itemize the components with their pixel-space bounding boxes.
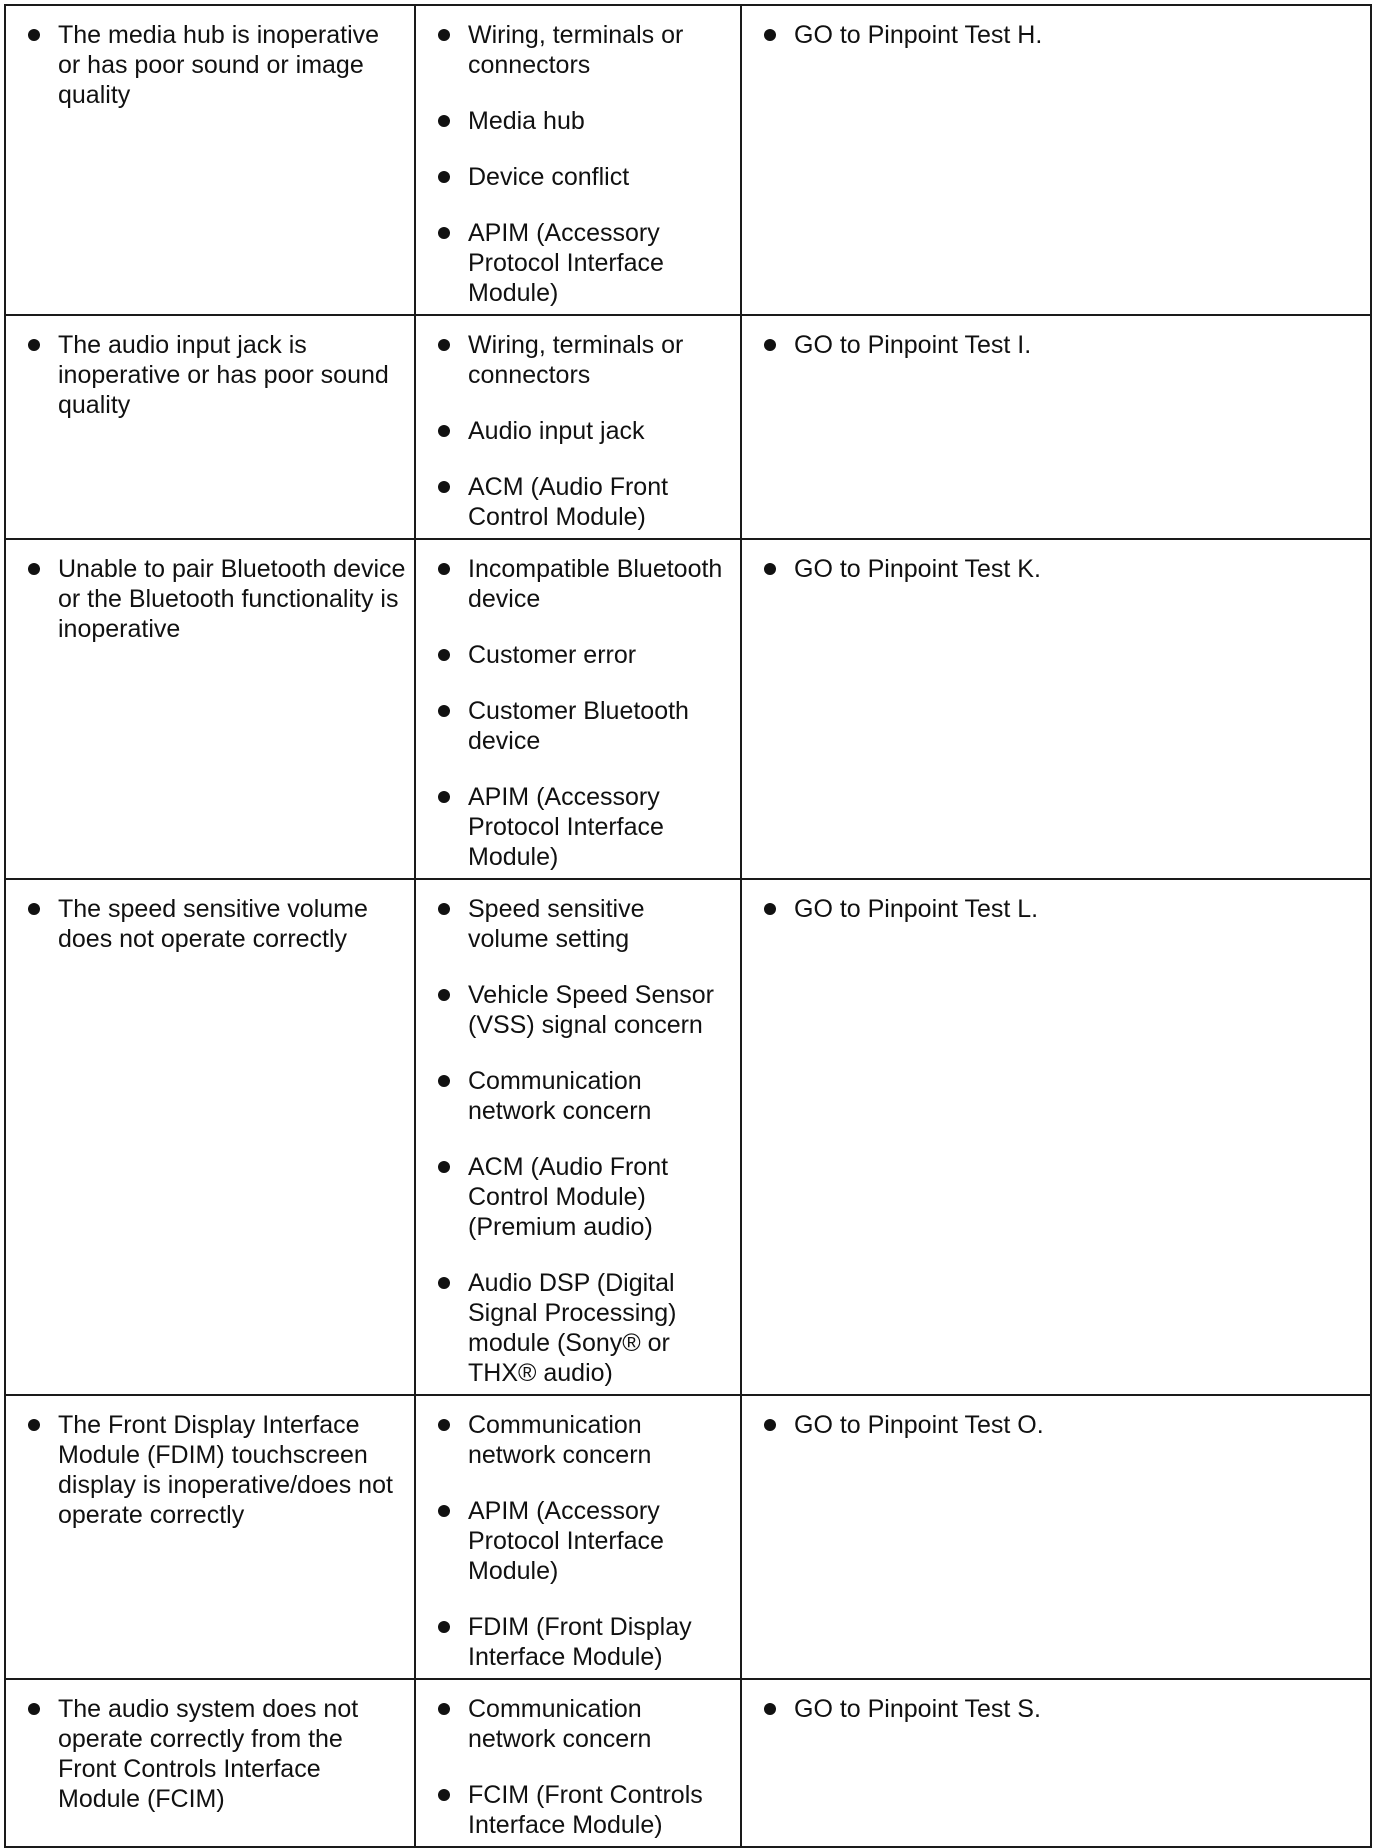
possible-sources-list — [430, 894, 732, 1388]
action-cell — [741, 1395, 1371, 1679]
action-text: GO to Pinpoint Test S. — [756, 1694, 1362, 1724]
possible-sources-cell — [415, 539, 741, 879]
possible-source-item: Media hub — [430, 106, 732, 136]
possible-source-item: ACM (Audio Front Control Module) — [430, 472, 732, 532]
action-list — [756, 330, 1362, 360]
possible-source-item: Communication network concern — [430, 1066, 732, 1126]
table-body — [5, 5, 1371, 1847]
action-cell — [741, 315, 1371, 539]
condition-list — [20, 894, 406, 954]
table-row — [5, 1679, 1371, 1847]
condition-text: The media hub is inoperative or has poor sound or image quality — [20, 20, 406, 110]
condition-cell — [5, 1679, 415, 1847]
condition-list — [20, 20, 406, 110]
possible-source-item: Audio DSP (Digital Signal Processing) module (Sony® or THX® audio) — [430, 1268, 732, 1388]
possible-sources-cell — [415, 879, 741, 1395]
possible-sources-list — [430, 330, 732, 532]
possible-source-item: Device conflict — [430, 162, 732, 192]
action-cell — [741, 539, 1371, 879]
condition-list — [20, 330, 406, 420]
possible-sources-list — [430, 20, 732, 308]
possible-source-item: Communication network concern — [430, 1410, 732, 1470]
condition-text: The audio input jack is inoperative or has poor sound quality — [20, 330, 406, 420]
condition-cell — [5, 315, 415, 539]
possible-sources-cell — [415, 5, 741, 315]
table-row — [5, 879, 1371, 1395]
possible-source-item: Wiring, terminals or connectors — [430, 20, 732, 80]
possible-source-item: Wiring, terminals or connectors — [430, 330, 732, 390]
condition-cell — [5, 5, 415, 315]
action-text: GO to Pinpoint Test L. — [756, 894, 1362, 924]
possible-source-item: FDIM (Front Display Interface Module) — [430, 1612, 732, 1672]
possible-source-item: Customer error — [430, 640, 732, 670]
action-text: GO to Pinpoint Test K. — [756, 554, 1362, 584]
possible-sources-cell — [415, 1395, 741, 1679]
action-list — [756, 894, 1362, 924]
condition-cell — [5, 539, 415, 879]
condition-text: The speed sensitive volume does not operate correctly — [20, 894, 406, 954]
action-list — [756, 1694, 1362, 1724]
action-list — [756, 554, 1362, 584]
table-row — [5, 5, 1371, 315]
condition-text: The audio system does not operate correctly from the Front Controls Interface Module (FCIM) — [20, 1694, 406, 1814]
possible-source-item: Customer Bluetooth device — [430, 696, 732, 756]
possible-source-item: Speed sensitive volume setting — [430, 894, 732, 954]
table-row — [5, 315, 1371, 539]
possible-source-item: APIM (Accessory Protocol Interface Module) — [430, 1496, 732, 1586]
condition-list — [20, 554, 406, 644]
action-text: GO to Pinpoint Test I. — [756, 330, 1362, 360]
possible-sources-list — [430, 1410, 732, 1672]
table-row — [5, 539, 1371, 879]
possible-sources-list — [430, 1694, 732, 1840]
action-cell — [741, 1679, 1371, 1847]
condition-list — [20, 1410, 406, 1530]
possible-source-item: ACM (Audio Front Control Module) (Premium audio) — [430, 1152, 732, 1242]
action-text: GO to Pinpoint Test H. — [756, 20, 1362, 50]
possible-sources-list — [430, 554, 732, 872]
possible-source-item: Communication network concern — [430, 1694, 732, 1754]
action-cell — [741, 5, 1371, 315]
possible-sources-cell — [415, 315, 741, 539]
action-cell — [741, 879, 1371, 1395]
condition-cell — [5, 879, 415, 1395]
condition-list — [20, 1694, 406, 1814]
possible-source-item: Audio input jack — [430, 416, 732, 446]
condition-text: Unable to pair Bluetooth device or the Bluetooth functionality is inoperative — [20, 554, 406, 644]
possible-source-item: APIM (Accessory Protocol Interface Module) — [430, 782, 732, 872]
symptom-chart-table — [4, 4, 1372, 1848]
possible-source-item: FCIM (Front Controls Interface Module) — [430, 1780, 732, 1840]
possible-source-item: Vehicle Speed Sensor (VSS) signal concern — [430, 980, 732, 1040]
possible-sources-cell — [415, 1679, 741, 1847]
table-row — [5, 1395, 1371, 1679]
possible-source-item: APIM (Accessory Protocol Interface Module) — [430, 218, 732, 308]
action-list — [756, 1410, 1362, 1440]
condition-cell — [5, 1395, 415, 1679]
action-list — [756, 20, 1362, 50]
possible-source-item: Incompatible Bluetooth device — [430, 554, 732, 614]
condition-text: The Front Display Interface Module (FDIM) touchscreen display is inoperative/does not operate correctly — [20, 1410, 406, 1530]
action-text: GO to Pinpoint Test O. — [756, 1410, 1362, 1440]
